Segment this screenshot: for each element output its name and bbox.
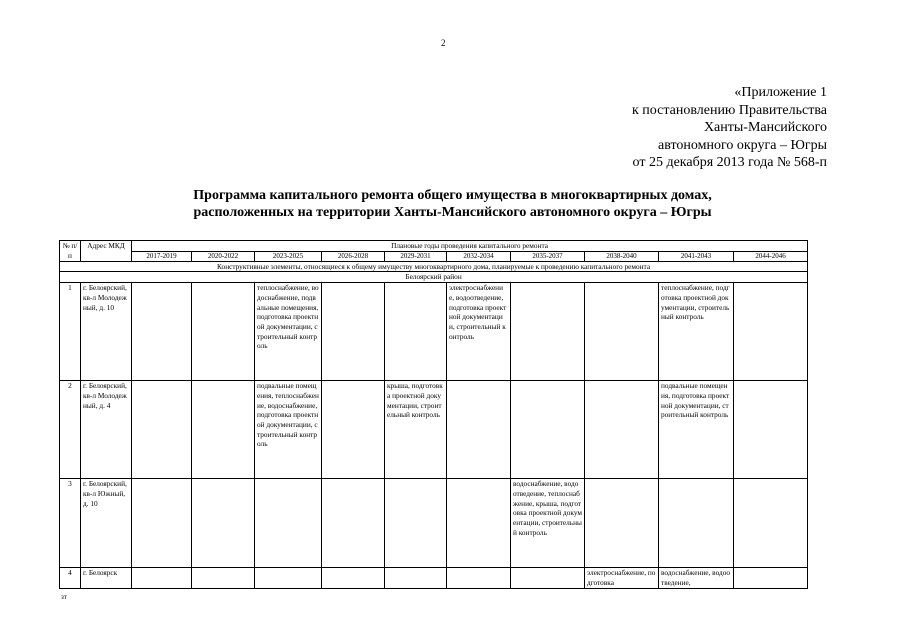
repair-program-table xyxy=(59,240,808,589)
table-cell xyxy=(192,568,255,588)
table-cell: водоснабжение, водоотведение, теплоснабжение, крыша, подготовка проектной документации, строительный контроль xyxy=(511,479,585,568)
table-cell xyxy=(585,479,659,568)
table-row xyxy=(60,568,808,588)
table-cell xyxy=(734,568,808,588)
header-address: Адрес МКД xyxy=(81,241,132,262)
header-no: № п/п xyxy=(60,241,81,262)
table-row xyxy=(60,381,808,479)
table-cell: электроснабжение, подготовка xyxy=(585,568,659,588)
table-cell xyxy=(734,381,808,479)
table-cell xyxy=(322,568,385,588)
year-header: 2041-2043 xyxy=(659,251,734,261)
year-header: 2029-2031 xyxy=(385,251,447,261)
table-cell: подвальные помещения, подготовка проектной документации, строительный контроль xyxy=(659,381,734,479)
table-cell xyxy=(192,283,255,381)
table-cell xyxy=(132,479,192,568)
structural-elements-row: Конструктивные элементы, относящиеся к общему имуществу многоквартирного дома, планируемые к проведению капитального ремонта xyxy=(60,261,808,272)
table-cell xyxy=(734,283,808,381)
district-row: Белоярский район xyxy=(60,272,808,283)
row-no: 2 xyxy=(60,381,81,479)
title-line: Программа капитального ремонта общего имущества в многоквартирных домах, xyxy=(193,188,712,203)
year-header: 2032-2034 xyxy=(447,251,511,261)
table-cell xyxy=(585,381,659,479)
table-row xyxy=(60,283,808,381)
row-address: г. Белоярский, кв-л Южный, д. 10 xyxy=(81,479,132,568)
table-cell xyxy=(322,283,385,381)
table-cell: теплоснабжение, подготовка проектной документации, строительный контроль xyxy=(659,283,734,381)
appendix-line: от 25 декабря 2013 года № 568-п xyxy=(632,155,827,171)
table-cell: крыша, подготовка проектной документации, строительный контроль xyxy=(385,381,447,479)
year-header: 2020-2022 xyxy=(192,251,255,261)
title-line: расположенных на территории Ханты-Мансийского автономного округа – Югры xyxy=(193,205,712,221)
row-address: г. Белоярский, кв-л Молодежный, д. 4 xyxy=(81,381,132,479)
table-cell xyxy=(447,568,511,588)
table-cell xyxy=(511,381,585,479)
table-cell xyxy=(385,283,447,381)
table-cell xyxy=(192,479,255,568)
table-cell xyxy=(132,283,192,381)
table-cell xyxy=(734,479,808,568)
page-number: 2 xyxy=(441,38,446,48)
appendix-line: Ханты-Мансийского xyxy=(703,120,827,136)
appendix-line: «Приложение 1 xyxy=(734,85,827,100)
row-no: 4 xyxy=(60,568,81,588)
table-cell xyxy=(511,283,585,381)
table-cell: водоснабжение, водоотведение, xyxy=(659,568,734,588)
table-cell: теплоснабжение, водоснабжение, подвальные помещения, подготовка проектной документации, строительный контроль xyxy=(255,283,322,381)
table-cell xyxy=(447,381,511,479)
header-planned-years: Плановые годы проведения капитального ремонта xyxy=(132,241,808,252)
row-address: г. Белоярский, кв-л Молодежный, д. 10 xyxy=(81,283,132,381)
appendix-line: к постановлению Правительства xyxy=(631,102,827,118)
year-header: 2026-2028 xyxy=(322,251,385,261)
table-cell xyxy=(322,381,385,479)
year-header: 2017-2019 xyxy=(132,251,192,261)
appendix-block xyxy=(632,84,827,172)
year-header: 2035-2037 xyxy=(511,251,585,261)
table-cell xyxy=(585,283,659,381)
year-header: 2038-2040 xyxy=(585,251,659,261)
table-cell xyxy=(132,381,192,479)
table-cell xyxy=(192,381,255,479)
year-header: 2044-2046 xyxy=(734,251,808,261)
table-cell xyxy=(511,568,585,588)
document-title xyxy=(0,187,905,222)
table-cell: подвальные помещения, теплоснабжение, водоснабжение, подготовка проектной документации, строительный контроль xyxy=(255,381,322,479)
table-row xyxy=(60,479,808,568)
table-cell xyxy=(322,479,385,568)
table-cell xyxy=(447,479,511,568)
row-no: 3 xyxy=(60,479,81,568)
table-cell xyxy=(385,568,447,588)
appendix-line: автономного округа – Югры xyxy=(658,137,827,153)
table-cell xyxy=(385,479,447,568)
footer-mark: зт xyxy=(61,593,67,601)
table-cell xyxy=(255,568,322,588)
table-cell xyxy=(659,479,734,568)
table-cell xyxy=(255,479,322,568)
row-address: г. Белоярск xyxy=(81,568,132,588)
table-cell xyxy=(132,568,192,588)
table-cell: электроснабжение, водоотведение, подготовка проектной документации, строительный контроль xyxy=(447,283,511,381)
row-no: 1 xyxy=(60,283,81,381)
year-header: 2023-2025 xyxy=(255,251,322,261)
